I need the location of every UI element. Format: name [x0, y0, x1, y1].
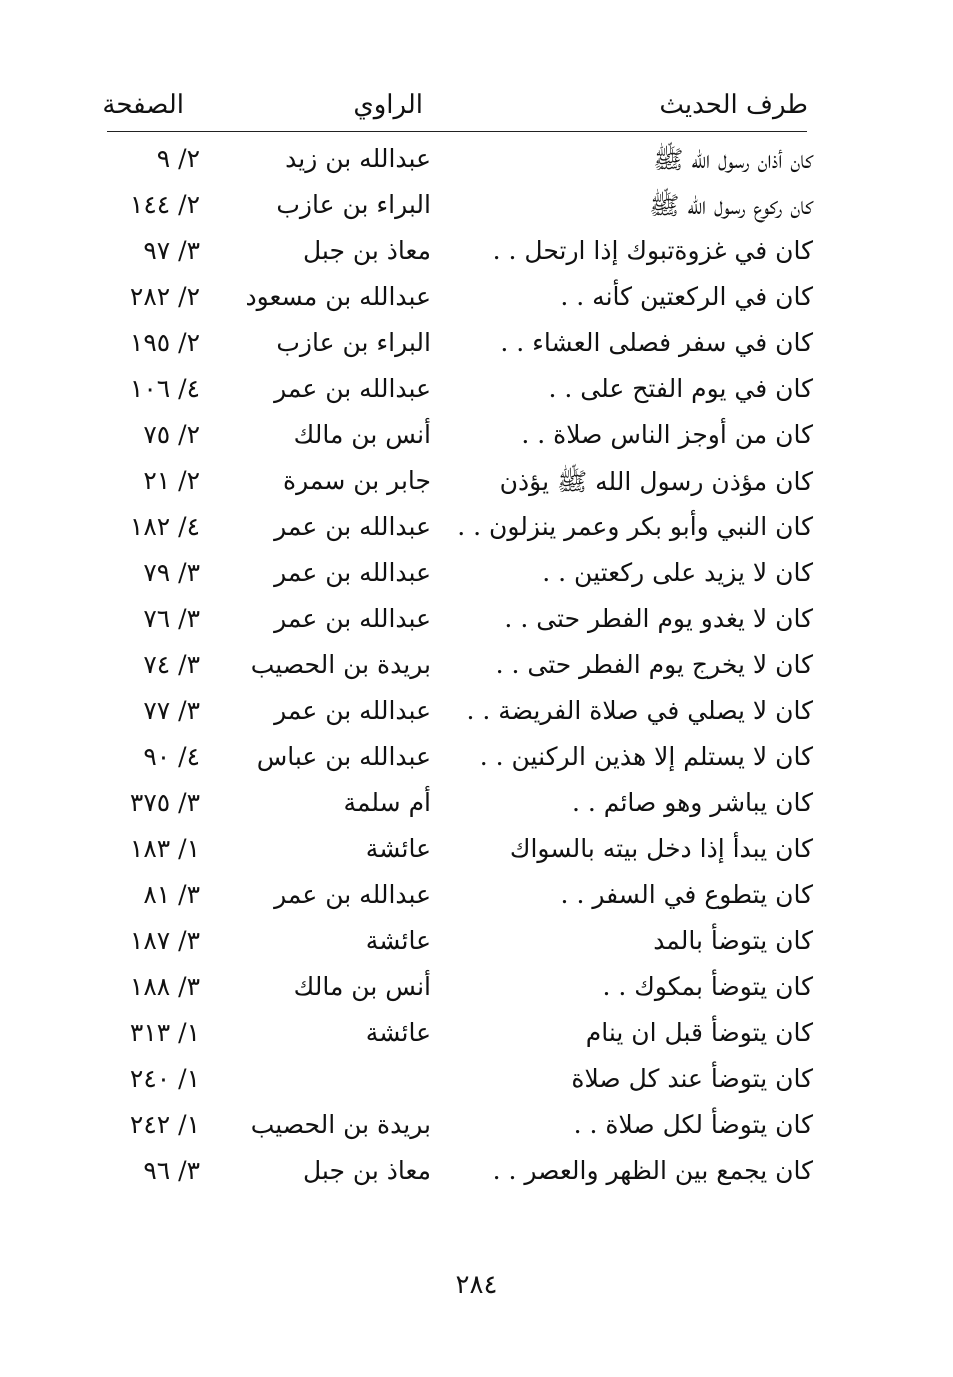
- table-row: [0, 738, 953, 784]
- header-page: الصفحة: [102, 90, 184, 120]
- narrator-cell: بريدة بن الحصيب: [250, 650, 431, 679]
- hadith-cell: كان في سفر فصلى العشاء . .: [500, 328, 813, 357]
- hadith-cell: كان يبدأ إذا دخل بيته بالسواك: [509, 834, 813, 863]
- page-cell: ٣/ ٧٦: [143, 604, 200, 633]
- table-row: [0, 508, 953, 554]
- table-row: [0, 554, 953, 600]
- hadith-cell: كان ركوع رسول الله ﷺ: [649, 191, 813, 220]
- hadith-cell: كان يباشر وهو صائم . .: [572, 788, 813, 817]
- table-row: [0, 324, 953, 370]
- page-cell: ١/ ١٨٣: [129, 834, 200, 863]
- page-number: ٢٨٤: [455, 1270, 498, 1300]
- hadith-cell: كان لا يزيد على ركعتين . .: [542, 558, 813, 587]
- hadith-cell: كان أذان رسول الله ﷺ: [653, 145, 813, 174]
- page-cell: ٢/ ٢٨٢: [129, 282, 200, 311]
- page-cell: ٤/ ٩٠: [143, 742, 200, 771]
- narrator-cell: عبدالله بن عمر: [274, 512, 431, 541]
- table-row: [0, 1060, 953, 1106]
- page-cell: ٢/ ٢١: [143, 466, 200, 495]
- narrator-cell: معاذ بن جبل: [302, 236, 431, 265]
- table-row: [0, 1106, 953, 1152]
- header-hadith: طرف الحديث: [659, 90, 808, 120]
- page-cell: ١/ ٢٤٠: [129, 1064, 200, 1093]
- narrator-cell: أنس بن مالك: [293, 972, 431, 1001]
- narrator-cell: عائشة: [365, 926, 431, 955]
- table-row: [0, 968, 953, 1014]
- table-row: [0, 600, 953, 646]
- hadith-cell: كان لا يصلي في صلاة الفريضة . .: [466, 696, 813, 725]
- narrator-cell: معاذ بن جبل: [302, 1156, 431, 1185]
- table-row: [0, 830, 953, 876]
- page-cell: ٣/ ٩٧: [143, 236, 200, 265]
- table-row: [0, 370, 953, 416]
- narrator-cell: عبدالله بن عمر: [274, 374, 431, 403]
- hadith-cell: كان يتوضأ بالمد: [653, 926, 813, 955]
- narrator-cell: عبدالله بن مسعود: [245, 282, 431, 311]
- narrator-cell: جابر بن سمرة: [283, 466, 431, 495]
- table-row: [0, 416, 953, 462]
- page-cell: ٣/ ٩٦: [143, 1156, 200, 1185]
- page-cell: ٣/ ٧٧: [143, 696, 200, 725]
- table-row: [0, 232, 953, 278]
- narrator-cell: البراء بن عازب: [276, 190, 431, 219]
- hadith-cell: كان يتوضأ قبل ان ينام: [585, 1018, 813, 1047]
- hadith-cell: كان يتوضأ عند كل صلاة: [571, 1064, 813, 1093]
- table-row: [0, 278, 953, 324]
- hadith-cell: كان لا يخرج يوم الفطر حتى . .: [495, 650, 813, 679]
- hadith-cell: كان لا يغدو يوم الفطر حتى . .: [504, 604, 813, 633]
- table-row: [0, 876, 953, 922]
- table-row: [0, 1014, 953, 1060]
- page-cell: ٤/ ١٨٢: [129, 512, 200, 541]
- narrator-cell: عبدالله بن عمر: [274, 558, 431, 587]
- header-divider: [107, 131, 807, 132]
- narrator-cell: أم سلمة: [343, 788, 431, 817]
- page-cell: ٢/ ٩: [156, 144, 200, 173]
- page-cell: ٤/ ١٠٦: [129, 374, 200, 403]
- page-cell: ٣/ ١٨٨: [129, 972, 200, 1001]
- page-cell: ٣/ ١٨٧: [129, 926, 200, 955]
- table-row: [0, 186, 953, 232]
- table-row: [0, 692, 953, 738]
- hadith-cell: كان النبي وأبو بكر وعمر ينزلون . .: [457, 512, 813, 541]
- table-header: [0, 90, 953, 134]
- hadith-cell: كان من أوجز الناس صلاة . .: [521, 420, 813, 449]
- narrator-cell: عبدالله بن عمر: [274, 696, 431, 725]
- hadith-cell: كان يتوضأ بمكوك . .: [602, 972, 813, 1001]
- page-cell: ١/ ٣١٣: [129, 1018, 200, 1047]
- page-cell: ٢/ ١٤٤: [129, 190, 200, 219]
- hadith-cell: كان يجمع بين الظهر والعصر . .: [492, 1156, 813, 1185]
- hadith-cell: كان في الركعتين كأنه . .: [560, 282, 813, 311]
- narrator-cell: البراء بن عازب: [276, 328, 431, 357]
- table-row: [0, 140, 953, 186]
- narrator-cell: عبدالله بن زيد: [285, 144, 431, 173]
- page-cell: ٢/ ١٩٥: [129, 328, 200, 357]
- narrator-cell: عبدالله بن عمر: [274, 880, 431, 909]
- hadith-cell: كان مؤذن رسول الله ﷺ يؤذن: [499, 467, 813, 496]
- page-cell: ٣/ ٣٧٥: [129, 788, 200, 817]
- narrator-cell: عائشة: [365, 1018, 431, 1047]
- hadith-cell: كان يتوضأ لكل صلاة . .: [573, 1110, 813, 1139]
- narrator-cell: عبدالله بن عمر: [274, 604, 431, 633]
- table-row: [0, 784, 953, 830]
- page-cell: ٣/ ٨١: [143, 880, 200, 909]
- table-row: [0, 462, 953, 508]
- page-cell: ٣/ ٧٩: [143, 558, 200, 587]
- narrator-cell: عائشة: [365, 834, 431, 863]
- narrator-cell: عبدالله بن عباس: [256, 742, 431, 771]
- hadith-index-table: [0, 140, 953, 1198]
- narrator-cell: أنس بن مالك: [293, 420, 431, 449]
- table-row: [0, 1152, 953, 1198]
- hadith-cell: كان لا يستلم إلا هذين الركنين . .: [479, 742, 813, 771]
- hadith-cell: كان يتطوع في السفر . .: [560, 880, 813, 909]
- hadith-cell: كان في غزوةتبوك إذا ارتحل . .: [492, 236, 813, 265]
- table-row: [0, 646, 953, 692]
- page-cell: ٣/ ٧٤: [143, 650, 200, 679]
- header-narrator: الراوي: [353, 90, 423, 120]
- table-row: [0, 922, 953, 968]
- page-cell: ١/ ٢٤٢: [129, 1110, 200, 1139]
- page-cell: ٢/ ٧٥: [143, 420, 200, 449]
- narrator-cell: بريدة بن الحصيب: [250, 1110, 431, 1139]
- hadith-cell: كان في يوم الفتح على . .: [548, 374, 813, 403]
